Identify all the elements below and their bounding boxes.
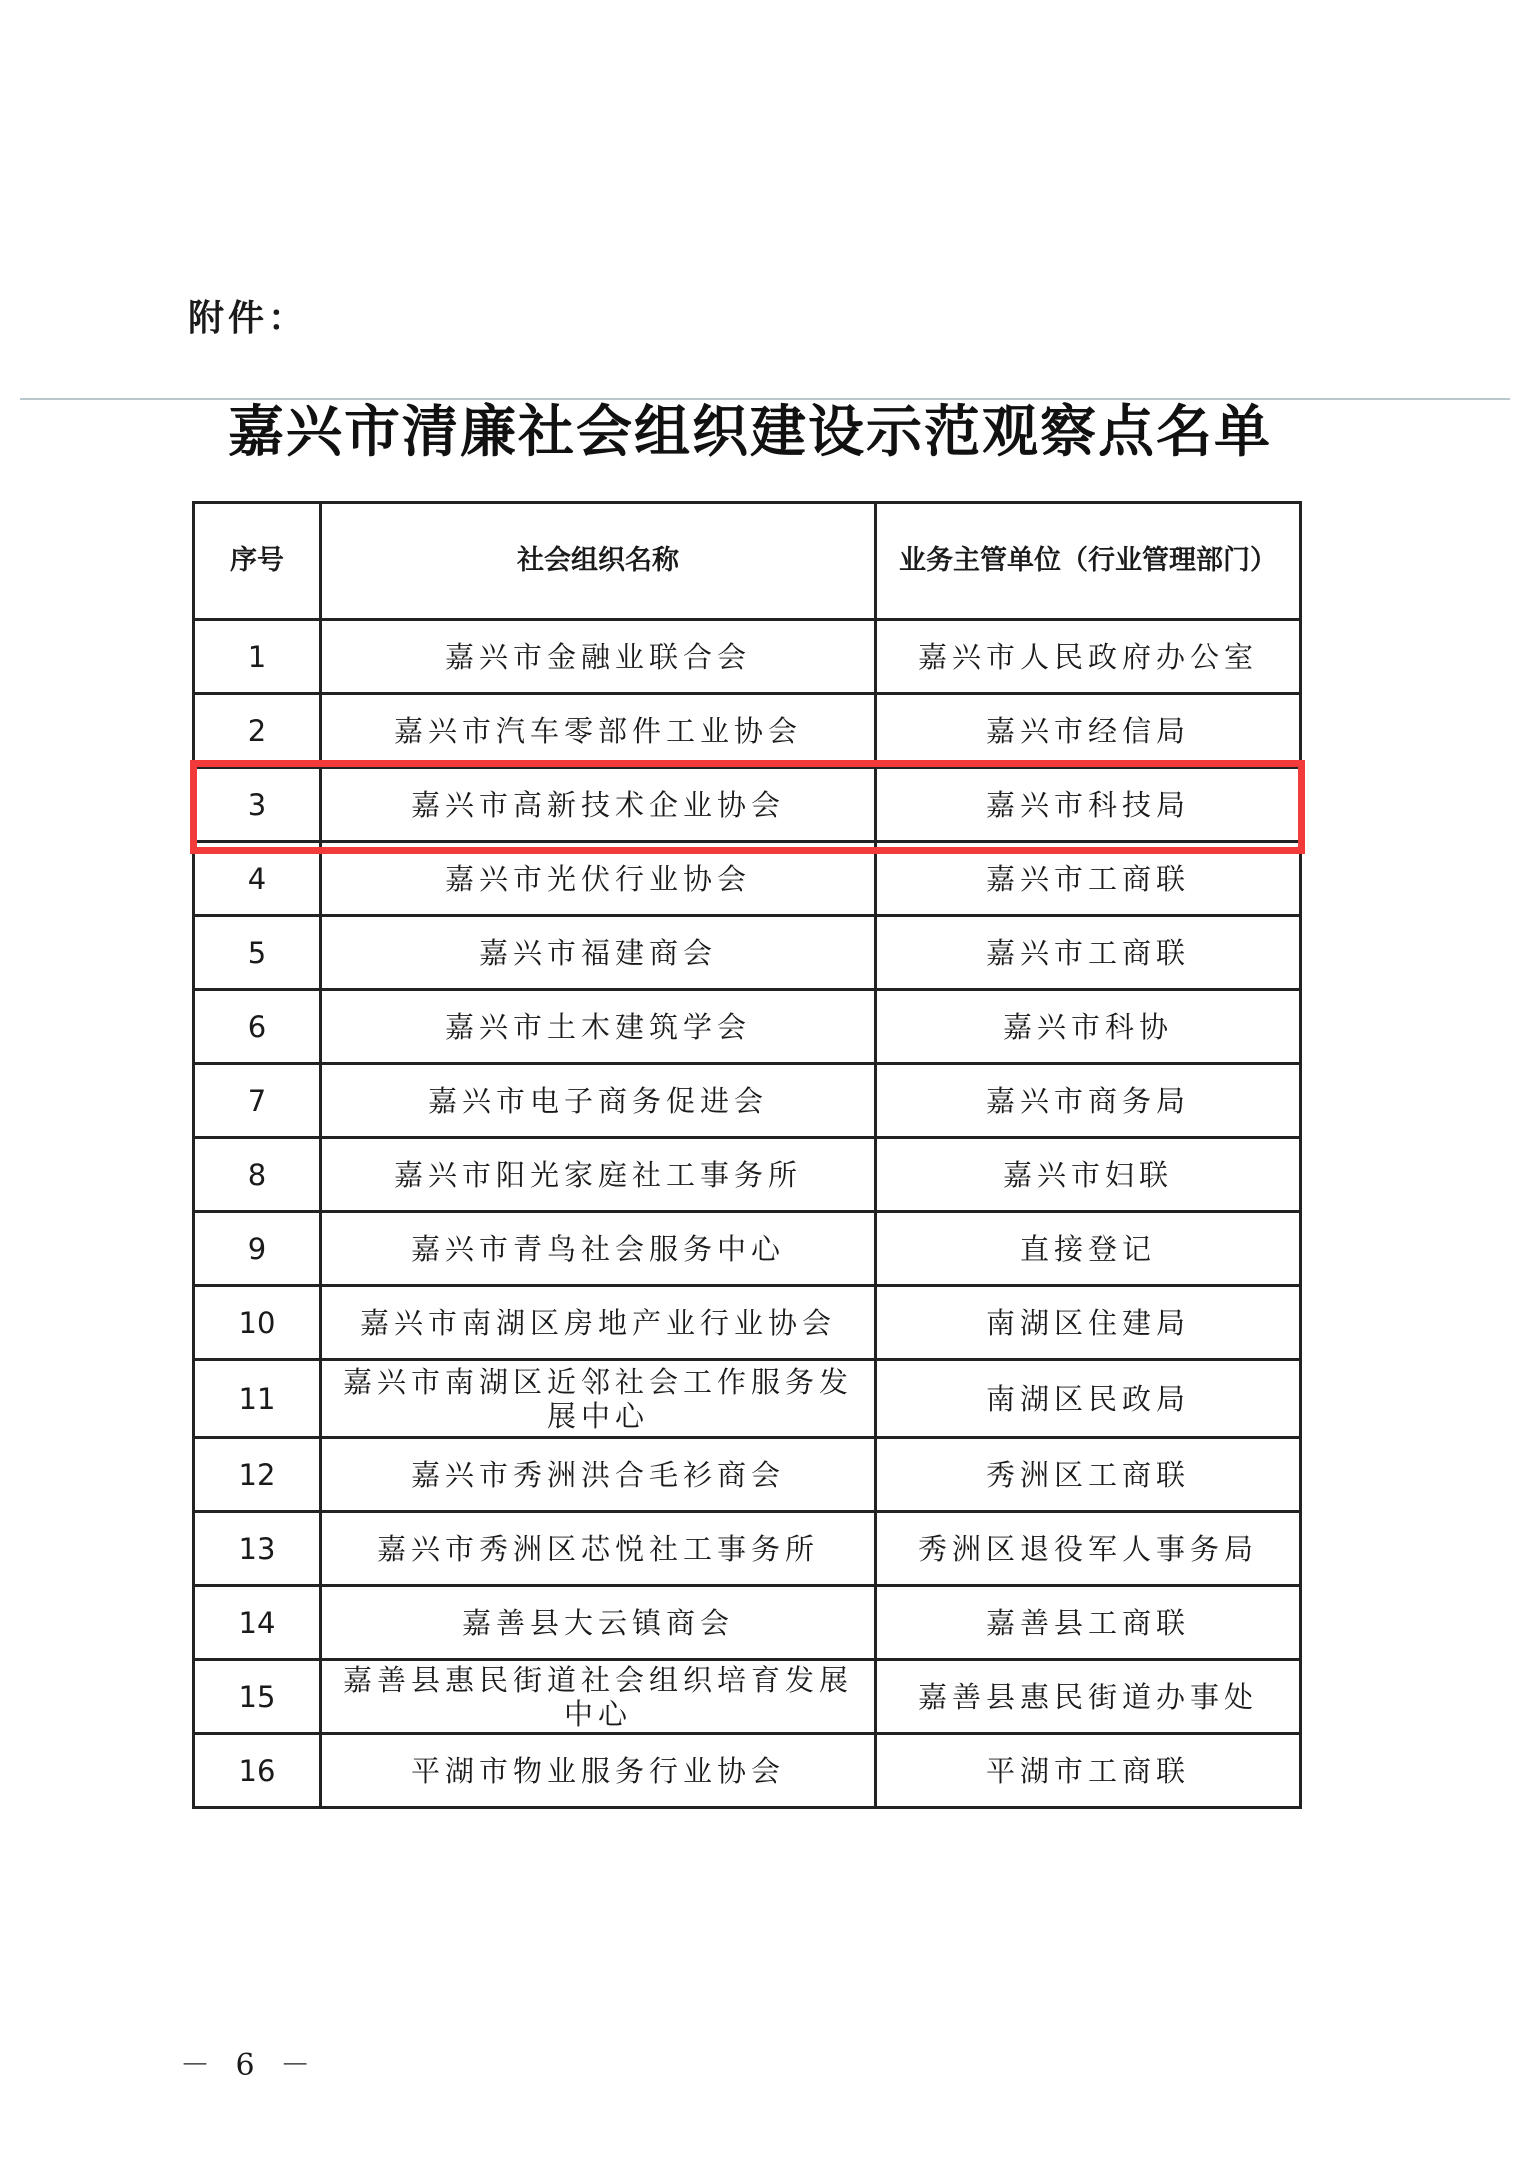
row-index: 15	[194, 1660, 321, 1734]
row-supervising-unit: 平湖市工商联	[876, 1734, 1301, 1808]
header-index: 序号	[194, 503, 321, 620]
table-row	[194, 694, 1301, 768]
page-title: 嘉兴市清廉社会组织建设示范观察点名单	[228, 399, 1272, 465]
row-supervising-unit: 嘉善县惠民街道办事处	[876, 1660, 1301, 1734]
table-row	[194, 1286, 1301, 1360]
row-org-name: 嘉兴市光伏行业协会	[321, 842, 876, 916]
row-supervising-unit: 嘉兴市科协	[876, 990, 1301, 1064]
table-row	[194, 990, 1301, 1064]
row-supervising-unit: 南湖区住建局	[876, 1286, 1301, 1360]
row-org-name: 嘉兴市电子商务促进会	[321, 1064, 876, 1138]
row-supervising-unit: 嘉兴市科技局	[876, 768, 1301, 842]
table-row	[194, 1212, 1301, 1286]
row-index: 4	[194, 842, 321, 916]
row-index: 3	[194, 768, 321, 842]
row-org-name: 嘉兴市秀洲区芯悦社工事务所	[321, 1512, 876, 1586]
row-org-name: 嘉兴市秀洲洪合毛衫商会	[321, 1438, 876, 1512]
table-row	[194, 916, 1301, 990]
row-supervising-unit: 嘉善县工商联	[876, 1586, 1301, 1660]
row-supervising-unit: 嘉兴市经信局	[876, 694, 1301, 768]
row-org-name: 嘉兴市阳光家庭社工事务所	[321, 1138, 876, 1212]
row-org-name: 平湖市物业服务行业协会	[321, 1734, 876, 1808]
row-supervising-unit: 嘉兴市商务局	[876, 1064, 1301, 1138]
row-org-name: 嘉兴市高新技术企业协会	[321, 768, 876, 842]
row-index: 9	[194, 1212, 321, 1286]
row-org-name: 嘉兴市福建商会	[321, 916, 876, 990]
row-index: 13	[194, 1512, 321, 1586]
row-org-name: 嘉兴市南湖区近邻社会工作服务发展中心	[321, 1360, 876, 1438]
row-index: 11	[194, 1360, 321, 1438]
table-header-row	[194, 503, 1301, 620]
row-supervising-unit: 南湖区民政局	[876, 1360, 1301, 1438]
table-row	[194, 1660, 1301, 1734]
table-row	[194, 620, 1301, 694]
attachment-label: 附件：	[188, 298, 309, 339]
row-index: 5	[194, 916, 321, 990]
row-highlight-box	[190, 760, 1305, 854]
row-index: 8	[194, 1138, 321, 1212]
row-supervising-unit: 嘉兴市妇联	[876, 1138, 1301, 1212]
row-index: 1	[194, 620, 321, 694]
row-supervising-unit: 嘉兴市工商联	[876, 916, 1301, 990]
row-supervising-unit: 秀洲区工商联	[876, 1438, 1301, 1512]
page-number: － 6 －	[180, 2048, 319, 2083]
row-org-name: 嘉兴市土木建筑学会	[321, 990, 876, 1064]
header-org-name: 社会组织名称	[321, 503, 876, 620]
header-supervising-unit: 业务主管单位（行业管理部门）	[876, 503, 1301, 620]
row-index: 10	[194, 1286, 321, 1360]
table-row	[194, 1360, 1301, 1438]
table-row	[194, 1586, 1301, 1660]
row-index: 7	[194, 1064, 321, 1138]
row-org-name: 嘉兴市南湖区房地产业行业协会	[321, 1286, 876, 1360]
row-index: 14	[194, 1586, 321, 1660]
row-org-name: 嘉兴市金融业联合会	[321, 620, 876, 694]
row-org-name: 嘉兴市青鸟社会服务中心	[321, 1212, 876, 1286]
row-index: 16	[194, 1734, 321, 1808]
row-org-name: 嘉兴市汽车零部件工业协会	[321, 694, 876, 768]
row-index: 12	[194, 1438, 321, 1512]
row-org-name: 嘉善县大云镇商会	[321, 1586, 876, 1660]
observation-points-table	[192, 501, 1302, 1809]
row-index: 6	[194, 990, 321, 1064]
row-supervising-unit: 嘉兴市工商联	[876, 842, 1301, 916]
table-row	[194, 1512, 1301, 1586]
observation-points-table-wrapper	[192, 501, 1299, 1809]
table-row	[194, 1438, 1301, 1512]
row-org-name: 嘉善县惠民街道社会组织培育发展中心	[321, 1660, 876, 1734]
row-index: 2	[194, 694, 321, 768]
table-row	[194, 1138, 1301, 1212]
table-row	[194, 1064, 1301, 1138]
row-supervising-unit: 直接登记	[876, 1212, 1301, 1286]
row-supervising-unit: 嘉兴市人民政府办公室	[876, 620, 1301, 694]
table-row	[194, 1734, 1301, 1808]
row-supervising-unit: 秀洲区退役军人事务局	[876, 1512, 1301, 1586]
